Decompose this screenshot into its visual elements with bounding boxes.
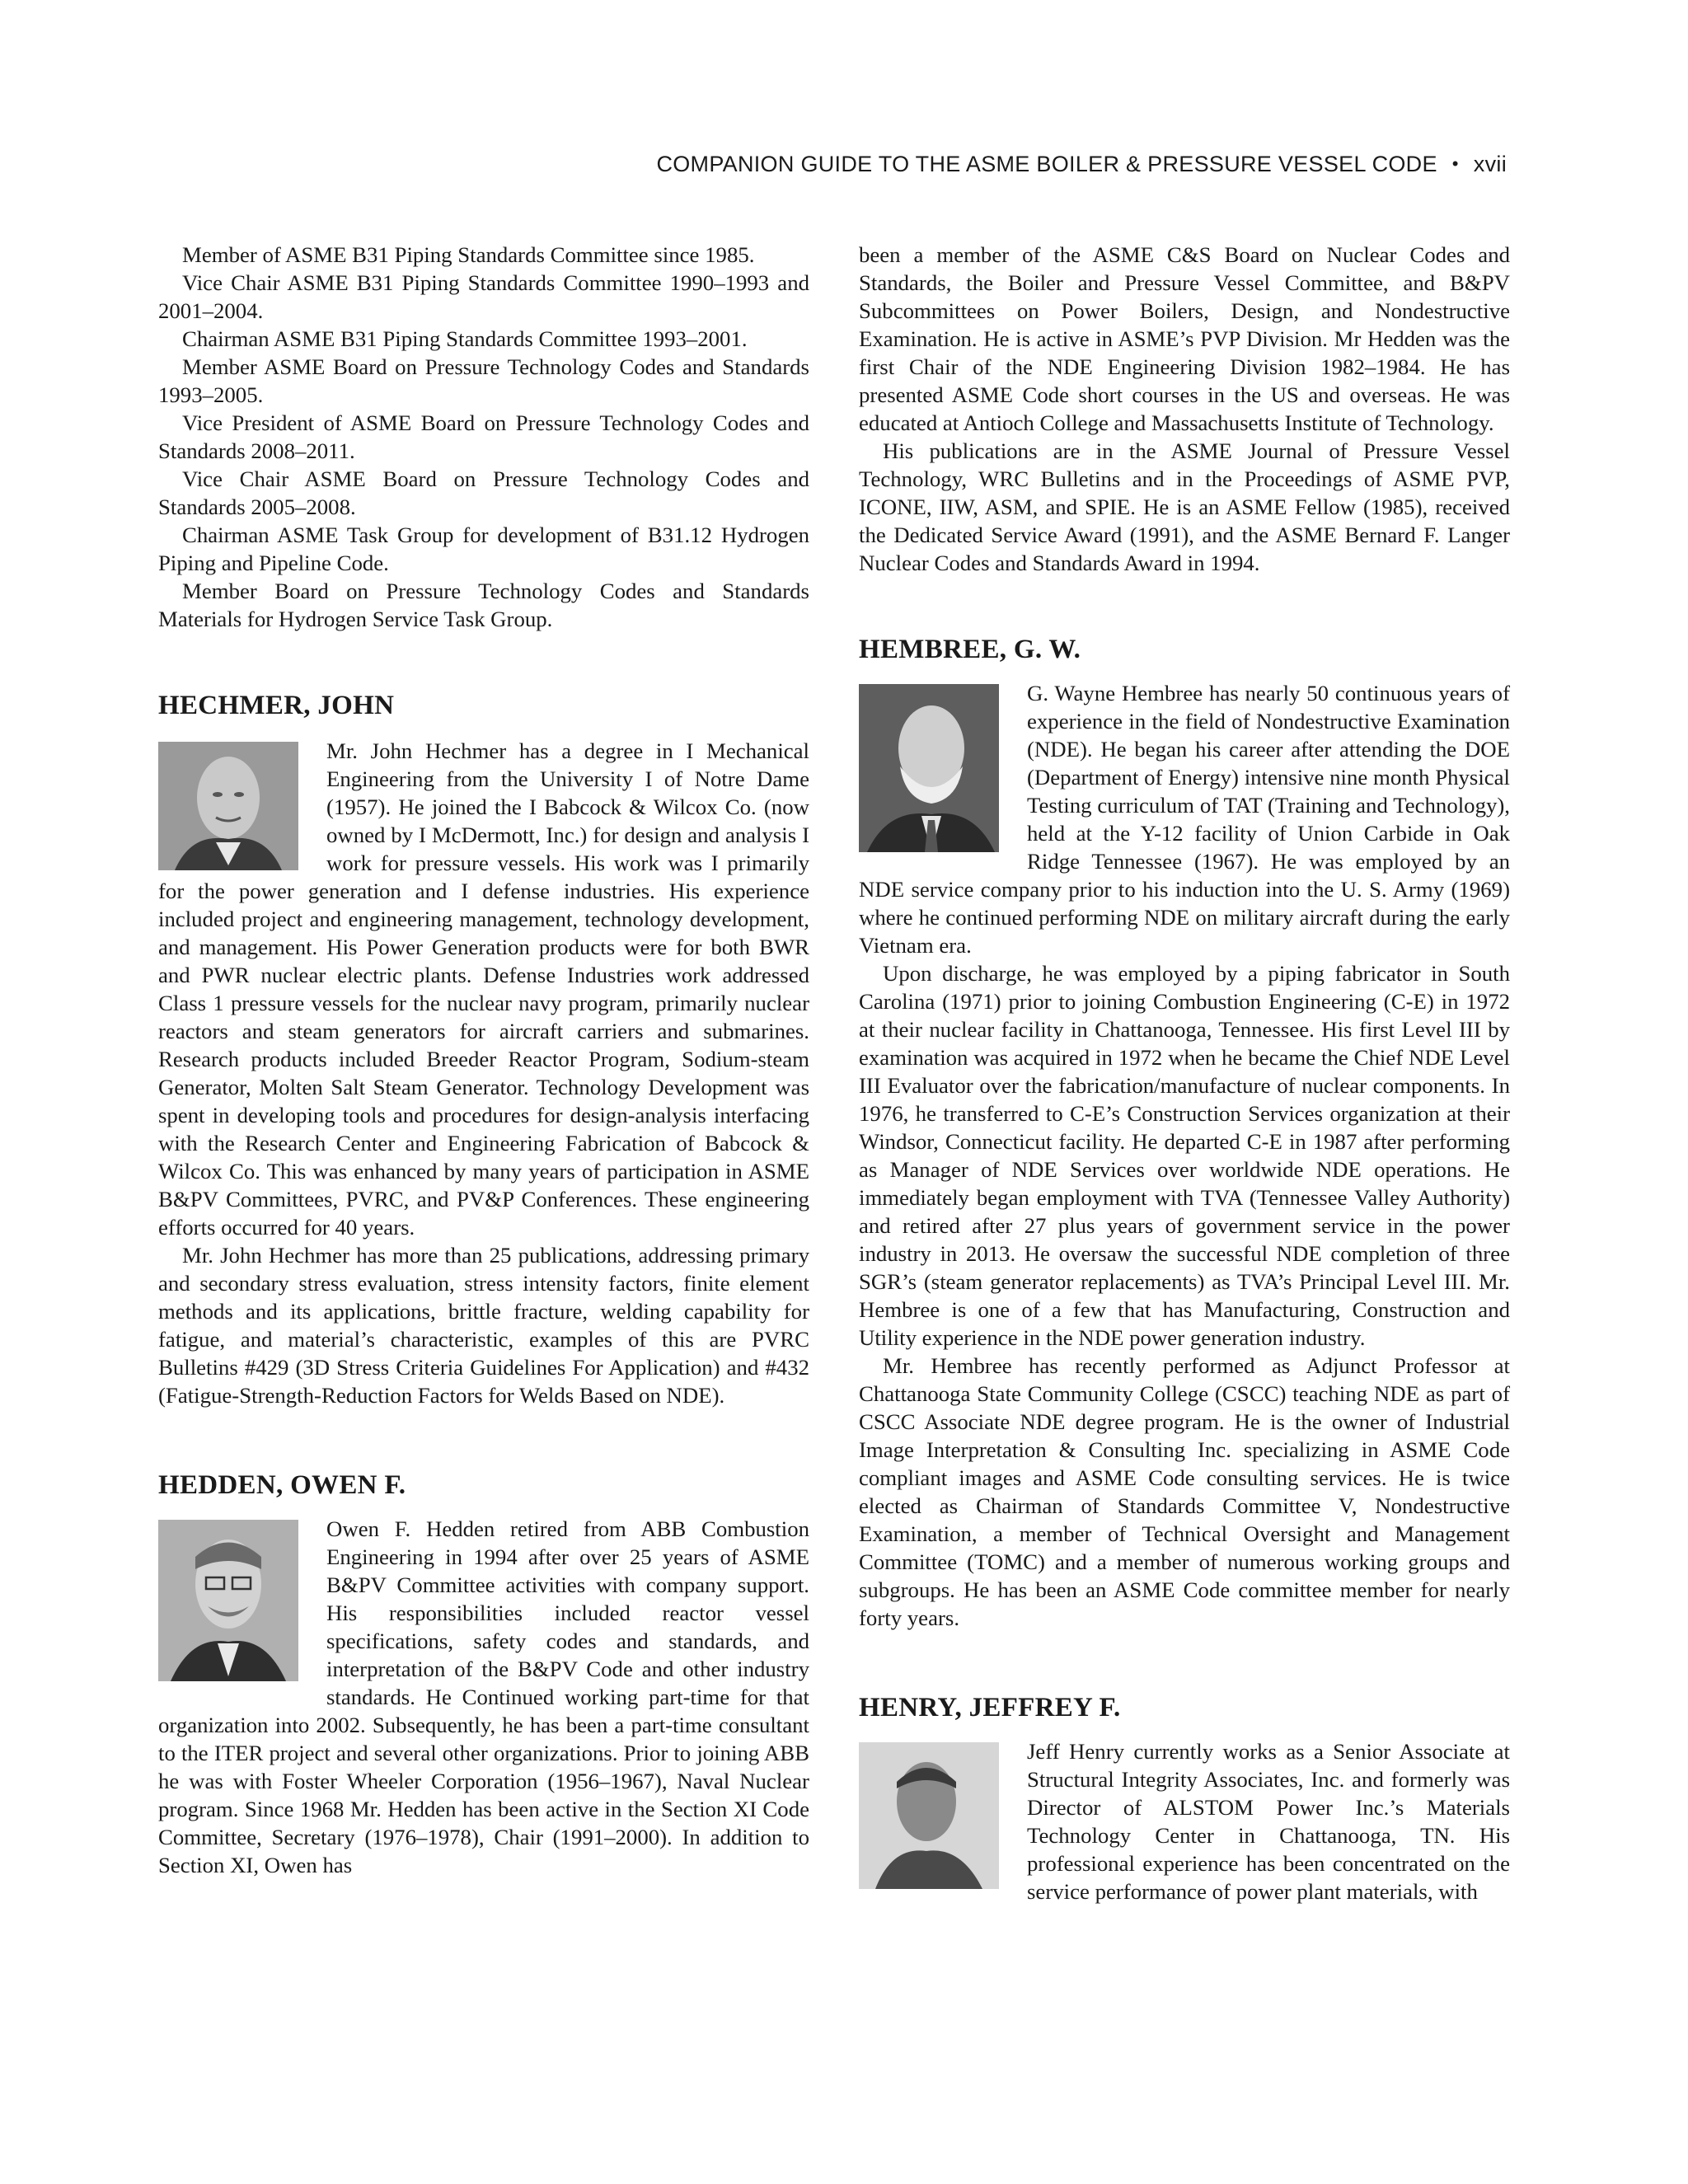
portrait-henry [859,1742,999,1889]
bio-heading-hedden: HEDDEN, OWEN F. [158,1470,406,1500]
right-column [859,241,1510,1905]
bio-paragraph: Upon discharge, he was employed by a piping fabricator in South Carolina (1971) prior to joining Combustion Engineering (C-E) in 1972 at their nuclear facility in Chattanooga, Tennessee. His first Level III by examination was acquired in 1972 when he became the Chief NDE Level III Evaluator over the fabrication/manufacture of nuclear components. In 1976, he transferred to C-E’s Construction Services organization at their Windsor, Connecticut facility. He departed C-E in 1987 after performing as Manager of NDE Services over worldwide NDE operations. He immediately began employment with TVA (Tennessee Valley Authority) and retired after 27 plus years of government service in the power industry in 2013. He oversaw the successful NDE completion of three SGR’s (steam generator replacements) as TVA’s Principal Level III. Mr. Hembree is one of a few that has Manufacturing, Construction and Utility experience in the NDE power generation industry. [859,961,1510,1350]
bio-heading-hechmer: HECHMER, JOHN [158,691,395,720]
bio-heading-hembree: HEMBREE, G. W. [859,635,1081,664]
left-column [158,241,809,1879]
paragraph: Chairman ASME B31 Piping Standards Committee 1993–2001. [182,326,748,351]
portrait-hechmer [158,742,298,870]
running-header [656,152,1507,177]
paragraph: Member ASME Board on Pressure Technology Codes and Standards 1993–2005. [158,354,809,407]
bio-paragraph: Mr. John Hechmer has more than 25 publications, addressing primary and secondary stress evaluation, stress intensity factors, finite element methods and its applications, brittle fracture, welding capability for fatigue, and material’s characteristic, examples of this are PVRC Bulletins #429 (3D Stress Criteria Guidelines For Application) and #432 (Fatigue-Strength-Reduction Factors for Welds Based on NDE). [158,1243,809,1408]
bio-paragraph: Owen F. Hedden retired from ABB Combustion Engineering in 1994 after over 25 years of ASME B&PV Committee activities with company support. His responsibilities included reactor vessel specifications, safety codes and standards, and interpretation of the B&PV Code and other industry standards. He Continued working part-time for that organization into 2002. Subsequently, he has been a part-time consultant to the ITER project and several other organizations. Prior to joining ABB he was with Foster Wheeler Corporation (1956–1967), Naval Nuclear program. Since 1968 Mr. Hedden has been active in the Section XI Code Committee, Secretary (1976–1978), Chair (1991–2000). In addition to Section XI, Owen has [158,1516,809,1877]
paragraph: Vice Chair ASME B31 Piping Standards Committee 1990–1993 and 2001–2004. [158,270,809,323]
paragraph: His publications are in the ASME Journal of Pressure Vessel Technology, WRC Bulletins and in the Proceedings of ASME PVP, ICONE, IIW, ASM, and SPIE. He is an ASME Fellow (1985), received the Dedicated Service Award (1991), and the ASME Bernard F. Langer Nuclear Codes and Standards Award in 1994. [859,438,1510,575]
bio-paragraph: G. Wayne Hembree has nearly 50 continuous years of experience in the field of Nondestructive Examination (NDE). He began his career after attending the DOE (Department of Energy) intensive nine month Physical Testing curriculum of TAT (Training and Technology), held at the Y-12 facility of Union Carbide in Oak Ridge Tennessee (1967). He was employed by an NDE service company prior to his induction into the U. S. Army (1969) where he continued performing NDE on military aircraft during the early Vietnam era. [859,681,1510,958]
bio-paragraph: Mr. Hembree has recently performed as Adjunct Professor at Chattanooga State Community College (CSCC) teaching NDE as part of CSCC Associate NDE degree program. He is the owner of Industrial Image Interpretation & Consulting Inc. specializing in ASME Code compliant images and ASME Code consulting services. He is twice elected as Chairman of Standards Committee V, Nondestructive Examination, a member of Technical Oversight and Management Committee (TOMC) and a member of numerous working groups and subgroups. He has been an ASME Code committee member for nearly forty years. [859,1353,1510,1630]
paragraph: Chairman ASME Task Group for development of B31.12 Hydrogen Piping and Pipeline Code. [158,523,809,575]
bio-paragraph: Jeff Henry currently works as a Senior Associate at Structural Integrity Associates, Inc. and formerly was Director of ALSTOM Power Inc.’s Materials Technology Center in Chattanooga, TN. His professional experience has been concentrated on the service performance of power plant materials, with [1027,1739,1510,1904]
paragraph: Vice President of ASME Board on Pressure Technology Codes and Standards 2008–2011. [158,410,809,463]
page-number: xvii [1473,152,1507,176]
paragraph: Vice Chair ASME Board on Pressure Technology Codes and Standards 2005–2008. [158,466,809,519]
paragraph: been a member of the ASME C&S Board on Nuclear Codes and Standards, the Boiler and Pressure Vessel Committee, and B&PV Subcommittees on Power Boilers, Design, and Nondestructive Examination. He is active in ASME’s PVP Division. Mr Hedden was the first Chair of the NDE Engineering Division 1982–1984. He has presented ASME Code short courses in the US and overseas. He was educated at Antioch College and Massachusetts Institute of Technology. [859,242,1510,435]
bio-paragraph: Mr. John Hechmer has a degree in I Mechanical Engineering from the University I of Notre Dame (1957). He joined the I Babcock & Wilcox Co. (now owned by I McDermott, Inc.) for design and analysis I work for pressure vessels. His work was I primarily for the power generation and I defense industries. His experience included project and engineering management, technology development, and management. His Power Generation products were for both BWR and PWR nuclear electric plants. Defense Industries work addressed Class 1 pressure vessels for the nuclear navy program, primarily nuclear reactors and steam generators for aircraft carriers and submarines. Research products included Breeder Reactor Program, Sodium-steam Generator, Molten Salt Steam Generator. Technology Development was spent in developing tools and procedures for design-analysis interfacing with the Research Center and Engineering Fabrication of Babcock & Wilcox Co. This was enhanced by many years of participation in ASME B&PV Committees, PVRC, and PV&P Conferences. These engineering efforts occurred for 40 years. [158,738,809,1240]
running-header-title: COMPANION GUIDE TO THE ASME BOILER & PRESSURE VESSEL CODE [656,152,1437,176]
paragraph: Member Board on Pressure Technology Codes and Standards Materials for Hydrogen Service Task Group. [158,579,809,631]
paragraph: Member of ASME B31 Piping Standards Committee since 1985. [182,242,755,267]
header-separator: • [1451,153,1459,174]
bio-heading-henry: HENRY, JEFFREY F. [859,1693,1121,1722]
portrait-hedden [158,1520,298,1681]
portrait-hembree [859,684,999,852]
